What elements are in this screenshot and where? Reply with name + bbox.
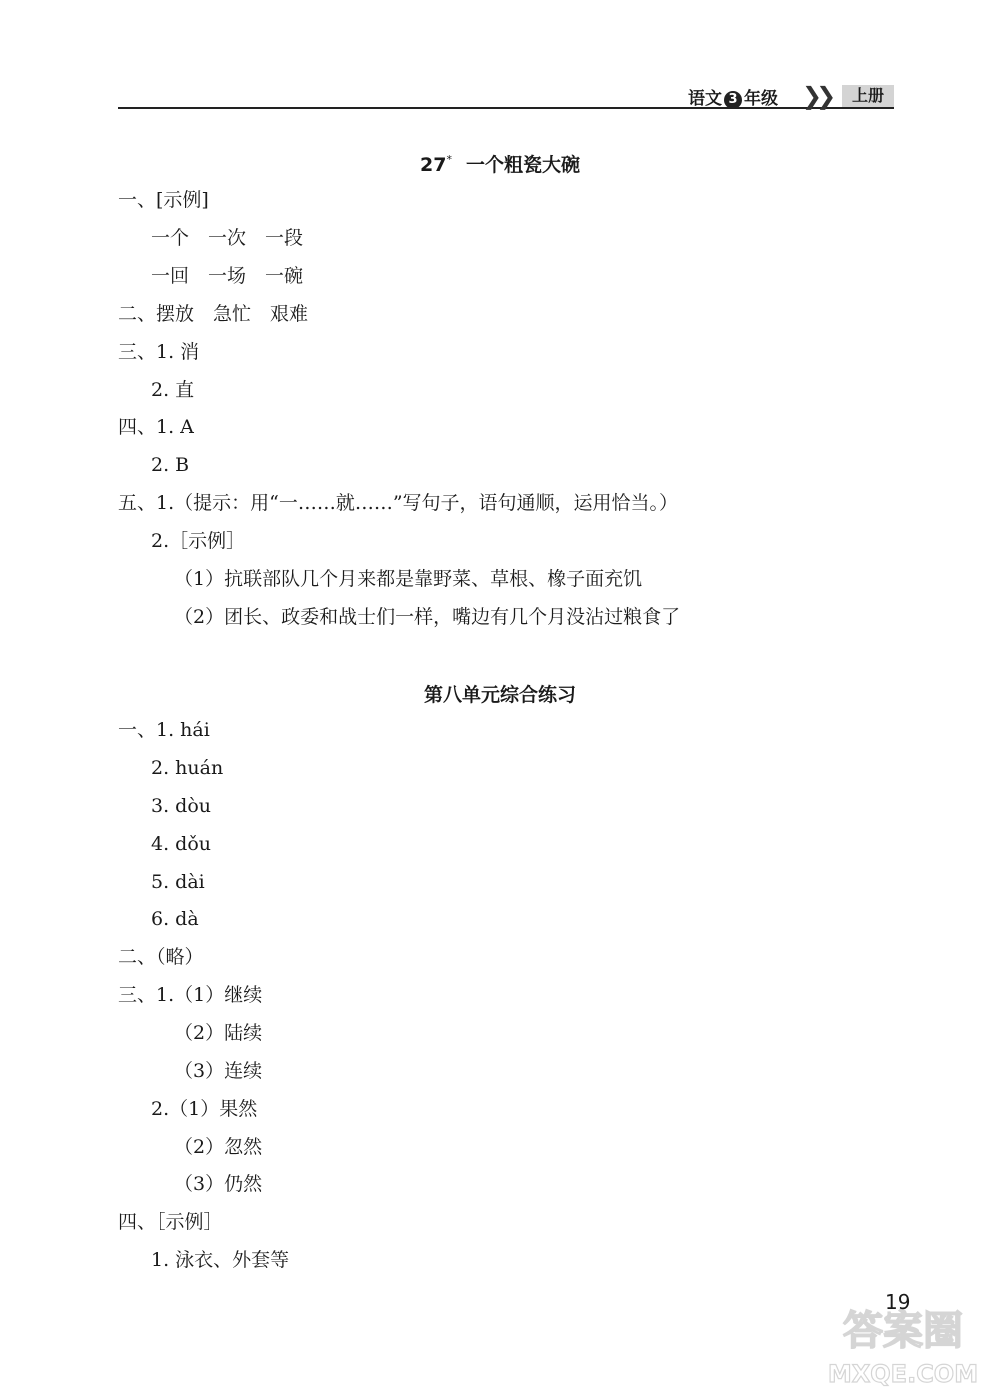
grade-label: 年级 [744,89,778,109]
section-title-unit8: 第八单元综合练习 [423,684,576,706]
answer-line: （3）仍然 [174,1173,263,1195]
answer-line: 一个 一次 一段 [151,227,304,249]
subject-label: 语文 [688,89,722,109]
answer-line: 4. dǒu [151,833,212,855]
answer-line: 2. B [151,454,190,476]
answer-line: 二、（略） [118,946,204,968]
answer-line: 2.［示例］ [151,530,246,552]
answer-line: 三、1. 消 [118,341,200,363]
answer-line: 二、摆放 急忙 艰难 [118,303,309,325]
answer-line: （3）连续 [174,1060,263,1082]
answer-line: 三、1.（1）继续 [118,984,263,1006]
watermark-text: 答案圈 [843,1308,963,1354]
lesson-mark: * [446,153,452,166]
answer-line: 2. huán [151,757,224,779]
page-header [118,84,894,110]
volume-tab: 上册 [842,85,894,107]
lesson-title: 一个粗瓷大碗 [465,154,580,176]
answer-line: （2）团长、政委和战士们一样，嘴边有几个月没沾过粮食了 [174,606,681,628]
answer-line: 5. dài [151,871,205,893]
answer-line: （2）陆续 [174,1022,263,1044]
section-title-lesson27 [0,150,1000,177]
answer-line: （2）忽然 [174,1136,263,1158]
answer-line: 四、［示例］ [118,1211,223,1233]
answer-line: 3. dòu [151,795,212,817]
answer-line: 五、1.（提示：用“一……就……”写句子，语句通顺，运用恰当。） [118,492,679,514]
page-number: 19 [885,1290,911,1314]
answer-line: 2. 直 [151,379,195,401]
answer-line: 6. dà [151,908,199,930]
answer-line: 1. 泳衣、外套等 [151,1249,290,1271]
answer-line: （1）抗联部队几个月来都是靠野菜、草根、橡子面充饥 [174,568,643,590]
double-chevron-icon: ❯❯ [802,82,831,110]
header-subject [688,84,778,109]
lesson-number: 27 [420,154,447,176]
answer-line: 2.（1）果然 [151,1098,258,1120]
answer-line: 一、1. hái [118,719,210,741]
grade-number-badge: 3 [724,91,742,109]
answer-line: 一、[示例] [118,189,209,211]
answer-line: 四、1. A [118,416,194,438]
watermark-logo-icon [818,1300,988,1390]
watermark-domain: MXQE.COM [827,1360,979,1388]
answer-line: 一回 一场 一碗 [151,265,304,287]
